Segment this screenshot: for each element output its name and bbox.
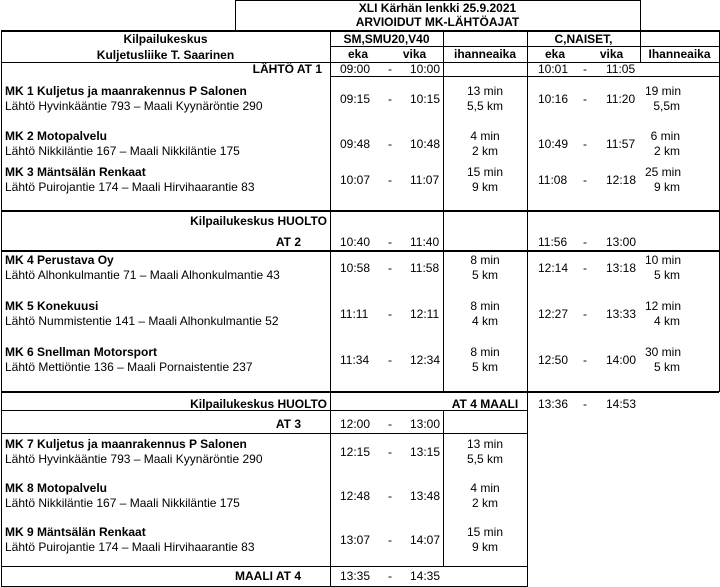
header-group-2: C,NAISET, bbox=[554, 32, 613, 46]
stage-g1-ideal-time: 4 min bbox=[470, 481, 500, 495]
stage-g2-distance: 9 km bbox=[653, 180, 680, 194]
stage-g2-ideal-time: 19 min bbox=[645, 84, 682, 98]
stage-g2-vika: 12:18 bbox=[606, 173, 637, 187]
stage-g2-distance: 2 km bbox=[653, 144, 680, 158]
stage-name: MK 3 Mäntsälän Renkaat bbox=[5, 165, 146, 179]
stage-g1-ideal-time: 8 min bbox=[470, 345, 500, 359]
stage-name: MK 6 Snellman Motorsport bbox=[5, 345, 158, 359]
stage-name: MK 7 Kuljetus ja maanrakennus P Salonen bbox=[5, 437, 247, 451]
header-ideal-1: ihanneaika bbox=[453, 47, 517, 61]
dash: - bbox=[388, 417, 392, 431]
stage-g1-eka: 11:11 bbox=[340, 307, 369, 321]
dash: - bbox=[583, 353, 587, 367]
service-1-g1-vika: 11:40 bbox=[410, 235, 440, 249]
service-1-g2-eka: 11:56 bbox=[538, 235, 568, 249]
stage-name: MK 5 Konekuusi bbox=[5, 299, 99, 313]
dash: - bbox=[388, 173, 392, 187]
dash: - bbox=[388, 137, 392, 151]
stage-g1-vika: 12:11 bbox=[410, 307, 440, 321]
service-2-label: Kilpailukeskus HUOLTO bbox=[190, 397, 327, 411]
title-line-2: ARVIOIDUT MK-LÄHTÖAJAT bbox=[355, 15, 520, 29]
service-1-g1-eka: 10:40 bbox=[340, 235, 371, 249]
stage-g2-vika: 14:00 bbox=[606, 353, 637, 367]
stage-name: MK 4 Perustava Oy bbox=[5, 253, 114, 267]
stage-g2-distance: 5 km bbox=[653, 268, 680, 282]
dash: - bbox=[388, 489, 392, 503]
stage-g1-eka: 12:15 bbox=[340, 445, 371, 459]
stage-route: Lähtö Hyvinkääntie 793 – Maali Kyynäröntie 290 bbox=[5, 452, 263, 466]
dash: - bbox=[388, 235, 392, 249]
stage-g1-vika: 12:34 bbox=[410, 353, 441, 367]
stage-g1-vika: 14:07 bbox=[410, 533, 441, 547]
start-label: LÄHTÖ AT 1 bbox=[252, 62, 322, 76]
group-2-finish-label: AT 4 MAALI bbox=[451, 397, 519, 411]
stage-g2-eka: 10:16 bbox=[538, 92, 569, 106]
dash: - bbox=[583, 137, 587, 151]
header-eka-2: eka bbox=[544, 47, 566, 61]
header-venue: Kilpailukeskus bbox=[123, 32, 208, 46]
stage-g2-ideal-time: 12 min bbox=[645, 299, 682, 313]
stage-g1-ideal-time: 13 min bbox=[466, 84, 504, 98]
dash: - bbox=[583, 235, 587, 249]
dash: - bbox=[583, 173, 587, 187]
stage-g1-eka: 12:48 bbox=[340, 489, 371, 503]
stage-g1-ideal-time: 13 min bbox=[466, 437, 504, 451]
stage-name: MK 8 Motopalvelu bbox=[5, 481, 108, 495]
service-1-at: AT 2 bbox=[275, 235, 301, 249]
stage-g1-vika: 11:07 bbox=[410, 173, 440, 187]
header-venue-sponsor: Kuljetusliike T. Saarinen bbox=[96, 48, 235, 62]
group-2-finish-eka: 13:36 bbox=[538, 397, 569, 411]
stage-route: Lähtö Hyvinkääntie 793 – Maali Kyynäröntie 290 bbox=[5, 99, 263, 113]
dash: - bbox=[583, 307, 587, 321]
group-2-finish-vika: 14:53 bbox=[606, 397, 637, 411]
stage-g1-distance: 5 km bbox=[471, 268, 498, 282]
stage-g2-vika: 11:57 bbox=[606, 137, 636, 151]
service-2-g1-vika: 13:00 bbox=[410, 417, 441, 431]
stage-g2-eka: 12:27 bbox=[538, 307, 569, 321]
dash: - bbox=[388, 353, 392, 367]
service-1-g2-vika: 13:00 bbox=[606, 235, 637, 249]
stage-g1-vika: 10:15 bbox=[410, 92, 441, 106]
stage-name: MK 9 Mäntsälän Renkaat bbox=[5, 525, 146, 539]
stage-g1-distance: 9 km bbox=[471, 540, 498, 554]
stage-g2-vika: 11:20 bbox=[606, 92, 636, 106]
stage-name: MK 2 Motopalvelu bbox=[5, 129, 108, 143]
stage-g1-eka: 10:07 bbox=[340, 173, 371, 187]
start-g1-vika: 10:00 bbox=[410, 62, 441, 76]
start-g2-vika: 11:05 bbox=[606, 62, 636, 76]
dash: - bbox=[388, 445, 392, 459]
stage-g2-vika: 13:33 bbox=[606, 307, 637, 321]
stage-g1-distance: 9 km bbox=[471, 180, 498, 194]
dash: - bbox=[388, 92, 392, 106]
start-g2-eka: 10:01 bbox=[538, 62, 569, 76]
header-group-1: SM,SMU20,V40 bbox=[343, 32, 430, 46]
finish-g1-vika: 14:35 bbox=[410, 569, 441, 583]
stage-route: Lähtö Nikkiläntie 167 – Maali Nikkiläntie 175 bbox=[5, 496, 240, 510]
stage-g2-ideal-time: 30 min bbox=[645, 345, 682, 359]
stage-g1-ideal-time: 15 min bbox=[466, 165, 504, 179]
stage-g2-distance: 5,5m bbox=[653, 99, 680, 113]
stage-g2-ideal-time: 10 min bbox=[645, 253, 682, 267]
stage-g2-eka: 10:49 bbox=[538, 137, 569, 151]
stage-g1-ideal-time: 8 min bbox=[470, 299, 500, 313]
stage-g1-distance: 5,5 km bbox=[466, 99, 503, 113]
dash: - bbox=[583, 397, 587, 411]
stage-g1-eka: 10:58 bbox=[340, 261, 371, 275]
stage-g2-eka: 11:08 bbox=[538, 173, 568, 187]
dash: - bbox=[583, 92, 587, 106]
dash: - bbox=[583, 62, 587, 76]
start-g1-eka: 09:00 bbox=[340, 62, 371, 76]
stage-route: Lähtö Nikkiläntie 167 – Maali Nikkiläntie 175 bbox=[5, 144, 240, 158]
header-eka-1: eka bbox=[347, 47, 369, 61]
dash: - bbox=[388, 261, 392, 275]
stage-g2-eka: 12:50 bbox=[538, 353, 569, 367]
service-2-g1-eka: 12:00 bbox=[340, 417, 371, 431]
stage-g1-distance: 4 km bbox=[471, 314, 498, 328]
stage-g1-eka: 09:48 bbox=[340, 137, 371, 151]
stage-route: Lähtö Mettiöntie 136 – Maali Pornaistentie 237 bbox=[5, 360, 253, 374]
stage-g1-distance: 5 km bbox=[471, 360, 498, 374]
stage-route: Lähtö Puirojantie 174 – Maali Hirvihaarantie 83 bbox=[5, 180, 255, 194]
stage-g1-vika: 10:48 bbox=[410, 137, 441, 151]
stage-g1-ideal-time: 15 min bbox=[466, 525, 504, 539]
header-ideal-2: Ihanneaika bbox=[648, 47, 711, 61]
dash: - bbox=[388, 62, 392, 76]
finish-g1-eka: 13:35 bbox=[340, 569, 371, 583]
dash: - bbox=[388, 307, 392, 321]
stage-g2-ideal-time: 25 min bbox=[645, 165, 682, 179]
stage-g1-eka: 13:07 bbox=[340, 533, 371, 547]
stage-g1-vika: 13:15 bbox=[410, 445, 441, 459]
stage-g1-eka: 11:34 bbox=[340, 353, 370, 367]
stage-g2-eka: 12:14 bbox=[538, 261, 569, 275]
title-line-1: XLI Kärhän lenkki 25.9.2021 bbox=[358, 1, 517, 15]
dash: - bbox=[388, 533, 392, 547]
stage-g1-ideal-time: 4 min bbox=[470, 129, 500, 143]
service-1-label: Kilpailukeskus HUOLTO bbox=[190, 214, 327, 228]
stage-g1-ideal-time: 8 min bbox=[470, 253, 500, 267]
service-2-at: AT 3 bbox=[275, 417, 301, 431]
stage-g2-distance: 4 km bbox=[653, 314, 680, 328]
finish-label: MAALI AT 4 bbox=[235, 569, 301, 583]
stage-route: Lähtö Nummistentie 141 – Maali Alhonkulmantie 52 bbox=[5, 314, 279, 328]
stage-g1-vika: 11:58 bbox=[410, 261, 440, 275]
dash: - bbox=[388, 569, 392, 583]
stage-g2-vika: 13:18 bbox=[606, 261, 637, 275]
stage-g1-distance: 2 km bbox=[471, 496, 498, 510]
stage-g2-distance: 5 km bbox=[653, 360, 680, 374]
header-vika-2: vika bbox=[599, 47, 624, 61]
stage-g1-vika: 13:48 bbox=[410, 489, 441, 503]
stage-g1-distance: 2 km bbox=[471, 144, 498, 158]
stage-name: MK 1 Kuljetus ja maanrakennus P Salonen bbox=[5, 84, 247, 98]
dash: - bbox=[583, 261, 587, 275]
stage-route: Lähtö Puirojantie 174 – Maali Hirvihaarantie 83 bbox=[5, 540, 255, 554]
stage-g1-eka: 09:15 bbox=[340, 92, 371, 106]
stage-g2-ideal-time: 6 min bbox=[650, 129, 680, 143]
stage-route: Lähtö Alhonkulmantie 71 – Maali Alhonkulmantie 43 bbox=[5, 268, 280, 282]
stage-g1-distance: 5,5 km bbox=[466, 452, 503, 466]
header-vika-1: vika bbox=[402, 47, 427, 61]
